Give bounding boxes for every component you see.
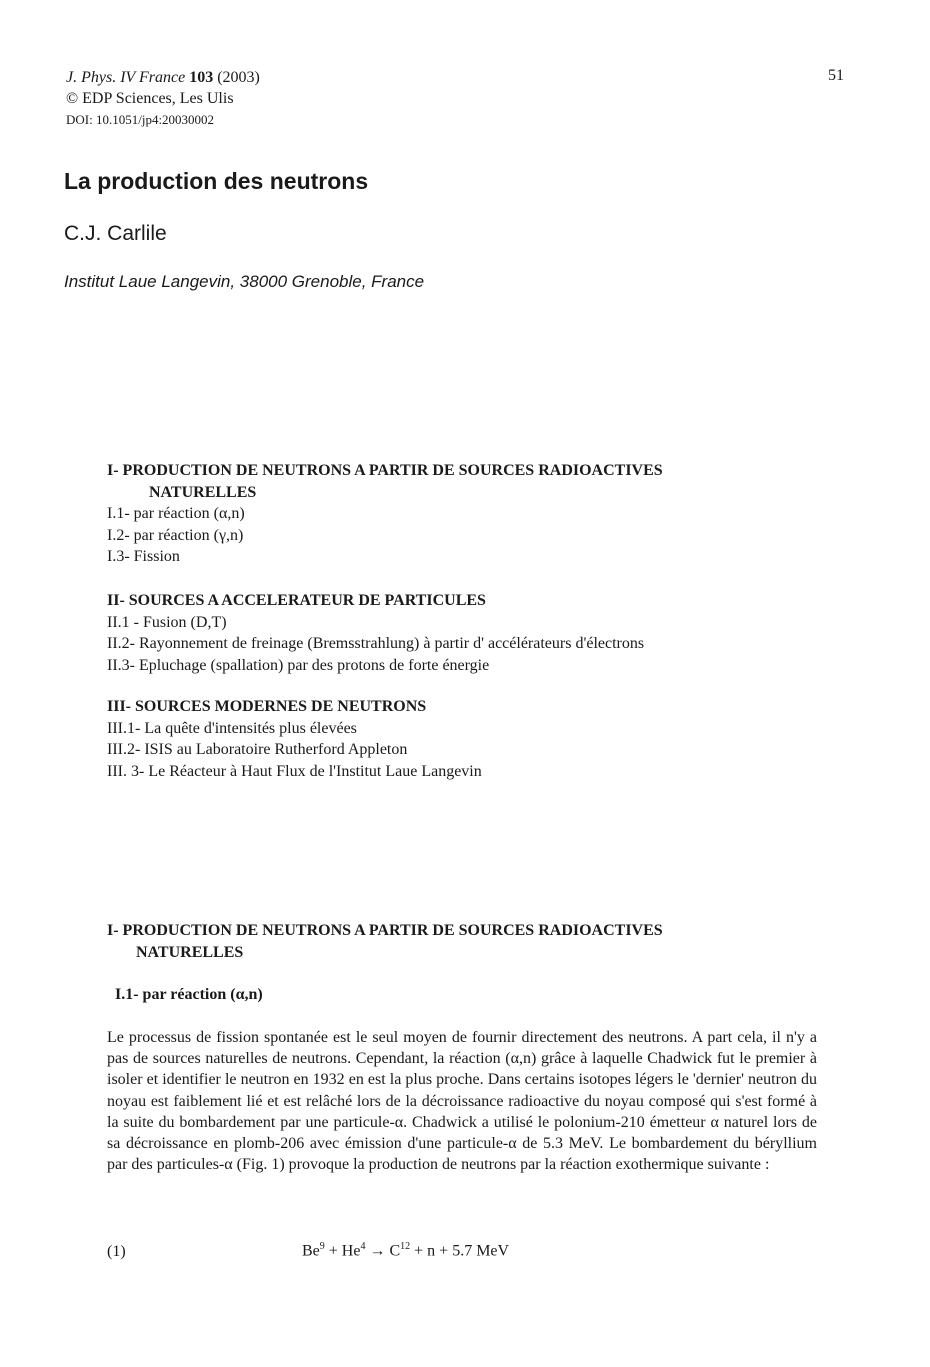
- journal-name: J. Phys. IV France: [66, 69, 186, 86]
- eq-be: Be: [302, 1242, 320, 1260]
- article-author: C.J. Carlile: [64, 222, 167, 245]
- eq-be-sup: 9: [319, 1241, 325, 1252]
- eq-he: + He: [324, 1242, 361, 1260]
- toc-item: II.1 - Fusion (D,T): [107, 613, 227, 631]
- toc-item: III.2- ISIS au Laboratoire Rutherford Appleton: [107, 741, 408, 758]
- toc-item: I.3- Fission: [107, 548, 180, 565]
- journal-year: (2003): [217, 69, 260, 86]
- article-affiliation: Institut Laue Langevin, 38000 Grenoble, France: [64, 272, 425, 291]
- section-heading-line2: NATURELLES: [136, 944, 244, 961]
- journal-volume: 103: [189, 69, 214, 86]
- toc-item: II.2- Rayonnement de freinage (Bremsstrahlung) à partir d' accélérateurs d'électrons: [107, 635, 645, 652]
- section-heading-line1: I- PRODUCTION DE NEUTRONS A PARTIR DE SOURCES RADIOACTIVES: [107, 922, 663, 939]
- equation-number: (1): [107, 1243, 126, 1260]
- eq-rest: + n + 5.7 MeV: [410, 1242, 510, 1260]
- toc-heading: III- SOURCES MODERNES DE NEUTRONS: [107, 698, 427, 715]
- journal-citation: [66, 67, 260, 88]
- article-title: La production des neutrons: [64, 168, 369, 194]
- doi: DOI: 10.1051/jp4:20030002: [66, 112, 215, 127]
- page-number: 51: [828, 67, 844, 84]
- eq-c: → C: [365, 1242, 401, 1260]
- toc-heading: II- SOURCES A ACCELERATEUR DE PARTICULES: [107, 592, 486, 609]
- toc-heading-cont: NATURELLES: [149, 483, 257, 501]
- toc-item: I.2- par réaction (γ,n): [107, 526, 244, 544]
- toc-heading: I- PRODUCTION DE NEUTRONS A PARTIR DE SOURCES RADIOACTIVES: [107, 462, 663, 479]
- toc-section-3: [107, 696, 482, 782]
- eq-c-sup: 12: [400, 1241, 411, 1252]
- section-heading: [107, 920, 663, 964]
- toc-section-2: [107, 590, 644, 676]
- equation: [302, 1241, 509, 1260]
- eq-he-sup: 4: [360, 1241, 366, 1252]
- subsection-heading: I.1- par réaction (α,n): [115, 986, 263, 1003]
- toc-item: III. 3- Le Réacteur à Haut Flux de l'Institut Laue Langevin: [107, 762, 482, 780]
- body-paragraph: Le processus de fission spontanée est le seul moyen de fournir directement des neutrons. A part cela, il n'y a pas de sources naturelles de neutrons. Cependant, la réaction (α,n) grâce à laquelle Chadwick fut le premier à isoler et identifier le neutron en 1932 en est la plus proche. Dans certains isotopes légers le 'dernier' neutron du noyau est faiblement lié et est relâché lors de la décroissance radioactive du noyau composé qui s'est formé à la suite du bombardement par une particule-α. Chadwick a utilisé le polonium-210 émetteur α naturel lors de sa décroissance en plomb-206 avec émission d'une particule-α de 5.3 MeV. Le bombardement du béryllium par des particules-α (Fig. 1) provoque la production de neutrons par la réaction exothermique suivante :: [107, 1029, 817, 1174]
- toc-section-1: [107, 460, 663, 568]
- toc-item: I.1- par réaction (α,n): [107, 505, 245, 522]
- toc-item: III.1- La quête d'intensités plus élevées: [107, 719, 357, 737]
- publisher: © EDP Sciences, Les Ulis: [66, 90, 234, 107]
- journal-header: [66, 67, 260, 130]
- toc-item: II.3- Epluchage (spallation) par des protons de forte énergie: [107, 656, 490, 674]
